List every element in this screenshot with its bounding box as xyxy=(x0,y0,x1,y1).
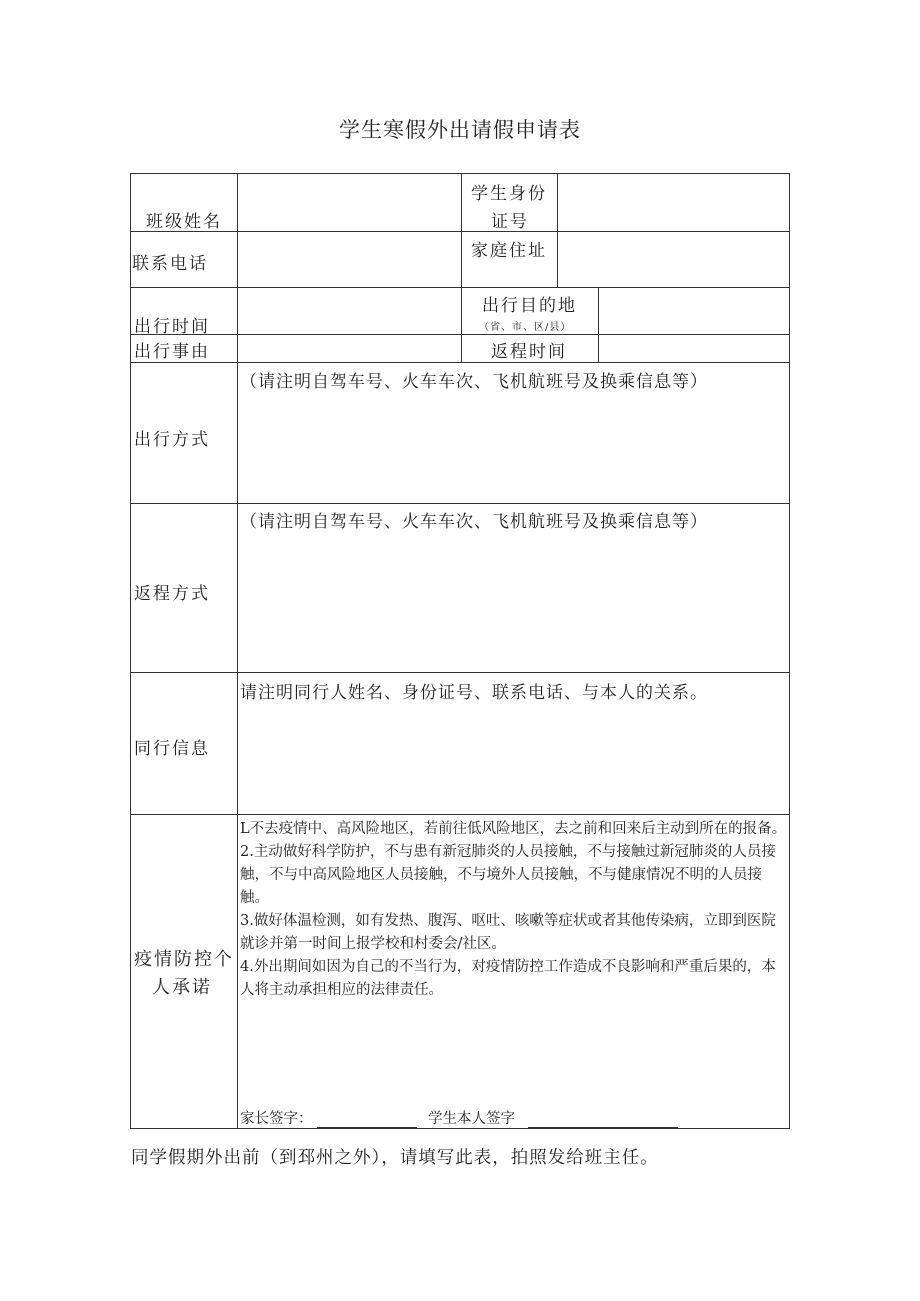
label-depart-time: 出行时间 xyxy=(134,317,210,337)
student-signature-line[interactable] xyxy=(528,1113,678,1128)
label-return-mode: 返程方式 xyxy=(134,584,210,604)
parent-signature-line[interactable] xyxy=(317,1113,417,1128)
label-home-address: 家庭住址 xyxy=(471,241,547,261)
label-companion: 同行信息 xyxy=(134,739,210,759)
return-time-field[interactable] xyxy=(599,335,789,362)
destination-note: （省、市、区/县） xyxy=(479,322,572,333)
return-mode-field[interactable] xyxy=(238,532,789,672)
footer-note: 同学假期外出前（到邳州之外），请填写此表，拍照发给班主任。 xyxy=(131,1148,659,1168)
parent-signature-label: 家长签字： xyxy=(240,1111,313,1127)
companion-field[interactable] xyxy=(238,704,789,814)
travel-mode-hint: （请注明自驾车号、火车车次、飞机航班号及换乘信息等） xyxy=(240,372,708,392)
promise-text xyxy=(240,818,788,1002)
label-id-number-line2: 证号 xyxy=(491,212,529,232)
label-reason: 出行事由 xyxy=(134,342,210,362)
reason-field[interactable] xyxy=(238,335,461,362)
companion-hint: 请注明同行人姓名、身份证号、联系电话、与本人的关系。 xyxy=(240,683,708,703)
travel-mode-field[interactable] xyxy=(238,392,789,503)
student-signature-label: 学生本人签字 xyxy=(428,1111,515,1127)
form-title: 学生寒假外出请假申请表 xyxy=(339,118,581,142)
label-id-number-line1: 学生身份 xyxy=(471,184,547,204)
label-destination: 出行目的地 xyxy=(482,296,577,316)
label-return-time: 返程时间 xyxy=(491,342,567,362)
label-class-name: 班级姓名 xyxy=(146,212,222,232)
class-name-field[interactable] xyxy=(238,174,461,231)
label-promise-line1: 疫情防控个 xyxy=(134,949,234,970)
label-phone: 联系电话 xyxy=(132,254,208,274)
home-address-field[interactable] xyxy=(558,232,789,287)
student-signature xyxy=(428,1107,678,1128)
promise-item-4: 4.外出期间如因为自己的不当行为，对疫情防控工作造成不良影响和严重后果的，本人将主动承担相应的法律责任。 xyxy=(240,959,776,998)
promise-item-1: L不去疫情中、高风险地区，若前往低风险地区，去之前和回来后主动到所在的报备。 xyxy=(240,821,787,837)
id-number-field[interactable] xyxy=(558,174,789,231)
parent-signature xyxy=(240,1107,417,1128)
label-travel-mode: 出行方式 xyxy=(134,430,210,450)
promise-item-3: 3.做好体温检测，如有发热、腹泻、呕吐、咳嗽等症状或者其他传染病，立即到医院就诊并第一时间上报学校和村委会/社区。 xyxy=(240,913,776,952)
promise-item-2: 2.主动做好科学防护，不与患有新冠肺炎的人员接触，不与接触过新冠肺炎的人员接触，不与中高风险地区人员接触，不与境外人员接触，不与健康情况不明的人员接触。 xyxy=(240,844,776,906)
return-mode-hint: （请注明自驾车号、火车车次、飞机航班号及换乘信息等） xyxy=(240,512,708,532)
destination-field[interactable] xyxy=(599,288,789,334)
depart-time-field[interactable] xyxy=(238,288,461,334)
phone-field[interactable] xyxy=(238,232,461,287)
label-promise-line2: 人承诺 xyxy=(152,977,212,998)
